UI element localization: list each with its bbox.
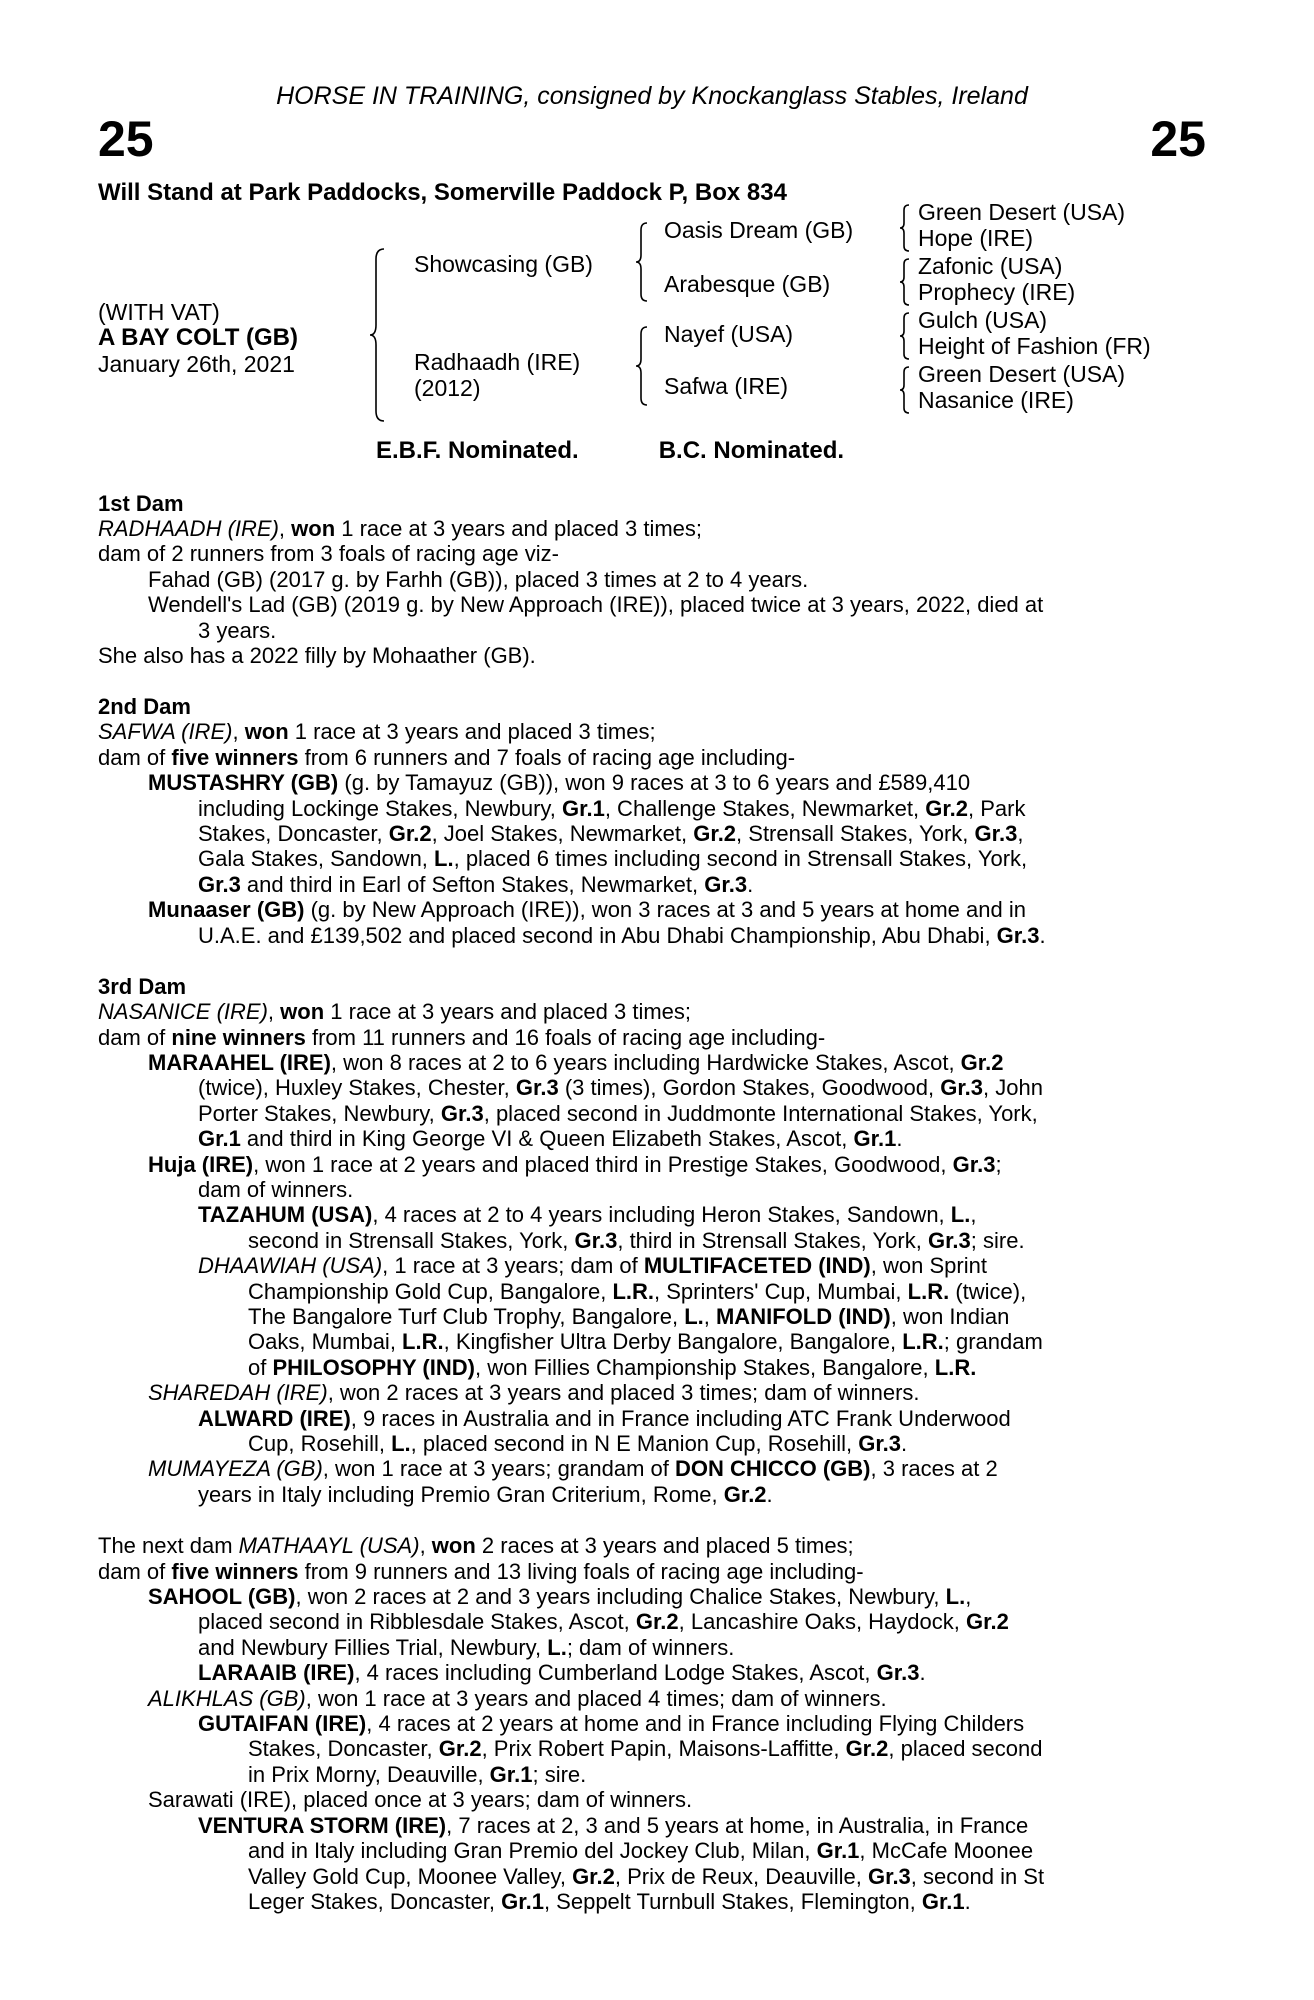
text-run: , placed second in N E Manion Cup, Rosehill, [410,1431,859,1456]
text-run: and Newbury Fillies Trial, Newbury, [198,1634,548,1660]
text-run: L.R. [934,1354,977,1380]
text-run: , McCafe Moonee [859,1838,1034,1864]
text-line [98,1126,1206,1151]
text-run: from 6 runners and 7 foals of racing age including- [298,744,796,770]
text-run: , Kingfisher Ultra Derby Bangalore, Bangalore, [443,1329,903,1355]
text-line [98,1584,1206,1609]
text-run: Porter Stakes, Newbury, [198,1100,441,1126]
text-run: 2 races at 3 years and placed 5 times; [475,1533,854,1559]
text-run: 1 race at 3 years and placed 3 times; [324,999,692,1025]
text-run: L. [684,1303,704,1329]
text-run: Gr.3 [198,871,241,897]
text-run: Gr.1 [816,1838,860,1864]
text-run: Gr.2 [438,1736,482,1762]
text-run: , placed 6 times including second in Strensall Stakes, York, [453,846,1028,872]
text-line [98,1050,1206,1075]
text-run: , 4 races at 2 years at home and in France including Flying Childers [366,1711,1025,1737]
text-run: Gr.3 [574,1227,618,1253]
text-run: and in Italy including Gran Premio del Jockey Club, Milan, [248,1838,817,1864]
text-line [98,1202,1206,1227]
text-run: Gr.3 [858,1431,902,1456]
text-run: L. [945,1584,966,1610]
text-run: U.A.E. and £139,502 and placed second in Abu Dhabi Championship, Abu Dhabi, [198,922,997,948]
text-run: , Prix de Reux, Deauville, [614,1863,868,1889]
text-run: five winners [171,1558,299,1584]
pedigree-table [98,199,1206,427]
text-run: Gr.1 [853,1126,897,1152]
third-dam-section [98,974,1206,1507]
text-run: , won 8 races at 2 to 6 years including Hardwicke Stakes, Ascot, [330,1049,961,1075]
text-run: Gr.1 [198,1126,241,1152]
text-line: RADHAADH (IRE), won 1 race at 3 years and placed 3 times; [98,516,703,541]
text-run: (g. by Tamayuz (GB)), won 9 races at 3 to 6 years and £589,410 [338,770,971,796]
text-run: won [280,999,325,1025]
text-run: won [244,719,289,745]
brace-dam [634,325,650,407]
text-line [98,1253,1206,1278]
text-run: Gr.3 [440,1100,484,1126]
gen3-dds: Green Desert (USA) [918,361,1126,387]
text-run: , won 1 race at 2 years and placed third in Prestige Stakes, Goodwood, [253,1151,953,1177]
text-run: , 7 races at 2, 3 and 5 years at home, in Australia, in France [446,1812,1029,1838]
text-line [98,1838,1206,1863]
text-line [98,1813,1206,1838]
text-run: . [896,1126,903,1152]
progeny-name: ALIKHLAS (GB) [148,1685,306,1711]
progeny-name: MUSTASHRY (GB) [148,770,339,796]
text-run: Leger Stakes, Doncaster, [248,1888,502,1914]
text-line [98,1380,1206,1405]
text-run: (twice), [949,1278,1027,1304]
text-run: years in Italy including Premio Gran Criterium, Rome, [198,1481,724,1507]
brace-g3-4 [898,365,912,415]
next-dam-section [98,1533,1206,1914]
third-dam-title: 3rd Dam [98,974,187,1000]
progeny-name: SAHOOL (GB) [148,1584,296,1610]
text-run: Gr.2 [845,1736,889,1762]
text-run: , won 1 race at 3 years; grandam of [322,1456,675,1482]
text-run: ; sire. [970,1227,1025,1253]
text-line [98,1228,1206,1253]
nominations [98,437,1206,465]
ebf-nomination: E.B.F. Nominated. [376,437,579,464]
text-line [98,1431,1206,1456]
text-run: . [964,1888,971,1914]
progeny-name: GUTAIFAN (IRE) [198,1711,367,1737]
text-run: Gr.3 [515,1075,559,1101]
text-run: ; sire. [532,1761,587,1787]
text-run: , Park [968,795,1026,821]
text-run: , won Indian [890,1303,1010,1329]
text-run: ; [995,1151,1002,1177]
text-run: , placed second [888,1736,1043,1762]
text-line [98,1406,1206,1431]
text-run: Championship Gold Cup, Bangalore, [248,1278,613,1304]
text-line [98,821,1206,846]
dam3-name: NASANICE (IRE) [98,999,268,1025]
text-run: (g. by New Approach (IRE)), won 3 races at 3 and 5 years at home and in [304,897,1026,923]
progeny-name: SHAREDAH (IRE) [148,1380,328,1406]
text-run: . [919,1660,926,1686]
text-run: nine winners [171,1024,306,1050]
text-line [98,1864,1206,1889]
text-line [98,923,1206,948]
progeny-name: LARAAIB (IRE) [198,1660,355,1686]
text-run: , won Fillies Championship Stakes, Bangalore, [474,1354,935,1380]
text-run: 3 years. [198,617,277,643]
text-run: Stakes, Doncaster, [248,1736,439,1762]
text-run: Valley Gold Cup, Moonee Valley, [248,1863,573,1889]
text-run: Gr.1 [489,1761,533,1787]
text-run: , 3 races at 2 [870,1456,998,1482]
brace-g3-1 [898,203,912,253]
bc-nomination: B.C. Nominated. [658,437,845,464]
text-run: and third in Earl of Sefton Stakes, Newmarket, [240,871,705,897]
text-run: , Prix Robert Papin, Maisons-Laffitte, [481,1736,846,1762]
text-run: Gr.3 [996,922,1040,948]
text-run: Gr.1 [921,1888,965,1914]
text-run: (twice), Huxley Stakes, Chester, [198,1075,516,1101]
text-run: dam of [98,1024,172,1050]
dam1-also: She also has a 2022 filly by Mohaather (GB). [98,643,536,669]
text-line [98,897,1206,922]
text-run: , Joel Stakes, Newmarket, [431,821,694,847]
text-run: L. [391,1431,411,1456]
text-run: Cup, Rosehill, [248,1431,392,1456]
text-line [98,1456,1206,1481]
date-of-birth: January 26th, 2021 [98,351,295,377]
text-line [98,1279,1206,1304]
text-run: L.R. [907,1278,950,1304]
text-run: , Seppelt Turnbull Stakes, Flemington, [543,1888,922,1914]
text-run: Gr.3 [940,1075,984,1101]
text-line [98,1075,1206,1100]
text-line [98,1101,1206,1126]
text-run: , [965,1584,972,1610]
text-run: , Lancashire Oaks, Haydock, [678,1609,966,1635]
text-line [98,1482,1206,1507]
first-dam-section [98,491,1206,668]
text-run: including Lockinge Stakes, Newbury, [198,795,563,821]
text-run: and third in King George VI & Queen Elizabeth Stakes, Ascot, [240,1126,854,1152]
text-line [98,1711,1206,1736]
text-run: , Sprinters' Cup, Mumbai, [654,1278,908,1304]
text-line [98,1152,1206,1177]
text-line [98,872,1206,897]
text-run: L.R. [402,1329,444,1355]
progeny-name: DHAAWIAH (USA) [198,1253,383,1279]
progeny-name: Munaaser (GB) [148,897,305,923]
progeny-name: TAZAHUM (USA) [198,1202,373,1228]
catalogue-page [98,82,1206,1914]
horse-name: A BAY COLT (GB) [98,324,299,351]
text-run: L.R. [902,1329,944,1355]
text-line [98,1889,1206,1914]
text-run: won [431,1533,476,1559]
text-run: MANIFOLD (IND) [715,1303,891,1329]
first-dam-title: 1st Dam [98,491,184,516]
text-run: . [1039,922,1046,948]
brace-gen1 [368,247,388,423]
text-line [98,1686,1206,1711]
text-run: L.R. [612,1278,655,1304]
text-run: Gr.2 [925,795,969,821]
text-run: of [248,1354,273,1380]
text-line [98,1609,1206,1634]
text-run: , won 1 race at 3 years and placed 4 times; dam of winners. [305,1685,887,1711]
text-run: . [747,871,754,897]
text-run: , won 2 races at 3 years and placed 3 times; dam of winners. [327,1380,920,1406]
text-run: dam of 2 runners from 3 foals of racing age viz- [98,541,559,567]
text-run: L. [547,1634,567,1660]
text-run: ; dam of winners. [566,1634,735,1660]
brace-g3-2 [898,257,912,307]
text-run: Stakes, Doncaster, [198,821,389,847]
progeny-name: MUMAYEZA (GB) [148,1456,323,1482]
lot-number-right: 25 [1150,111,1206,167]
text-run: , Strensall Stakes, York, [736,821,975,847]
dam2-name: SAFWA (IRE) [98,719,233,745]
text-run: (3 times), Gordon Stakes, Goodwood, [558,1075,941,1101]
text-run: , second in St [910,1863,1045,1889]
dam: Radhaadh (IRE) [414,349,581,375]
text-run: , 4 races at 2 to 4 years including Heron Stakes, Sandown, [372,1202,951,1228]
text-line [98,846,1206,871]
brace-sire [634,221,650,303]
text-line [98,1559,1206,1584]
next-dam-name: MATHAAYL (USA) [238,1533,420,1559]
text-run: Gr.2 [388,821,432,847]
gen3-dss: Gulch (USA) [918,307,1048,333]
text-run: Gr.2 [723,1481,767,1507]
text-run: from 11 runners and 16 foals of racing age including- [305,1024,826,1050]
text-line [98,796,1206,821]
text-run: Gr.1 [562,795,605,821]
text-run: placed second in Ribblesdale Stakes, Ascot, [198,1609,636,1635]
text-run: , [419,1533,432,1559]
text-line [98,1736,1206,1761]
brace-g3-3 [898,311,912,361]
text-run: MULTIFACETED (IND) [643,1253,871,1279]
text-run: from 9 runners and 13 living foals of racing age including- [298,1558,864,1584]
text-run: L. [950,1202,971,1228]
dam-dam: Safwa (IRE) [664,373,788,399]
text-run: DON CHICCO (GB) [674,1456,871,1482]
lot-number-row [98,113,1206,165]
text-run: second in Strensall Stakes, York, [248,1227,575,1253]
text-run: Gr.2 [635,1609,679,1635]
progeny-name: Huja (IRE) [148,1151,254,1177]
text-line: NASANICE (IRE), won 1 race at 3 years and placed 3 times; [98,999,692,1025]
text-run: , [970,1202,977,1228]
gen3-sss: Green Desert (USA) [918,199,1126,225]
gen3-sdd: Prophecy (IRE) [918,279,1076,305]
text-run: , 4 races including Cumberland Lodge Stakes, Ascot, [354,1660,877,1686]
text-run: dam of [98,1558,172,1584]
text-run: Gr.3 [952,1151,996,1177]
text-run: , [1017,821,1024,847]
text-run: , 1 race at 3 years; dam of [382,1253,644,1279]
dam1-foal: Wendell's Lad (GB) (2019 g. by New Approach (IRE)), placed twice at 3 years, 2022, died at [148,592,1044,618]
text-line [98,1329,1206,1354]
text-run: Gr.2 [966,1609,1009,1635]
text-line [98,1355,1206,1380]
text-run: Gr.3 [704,871,748,897]
text-run: Oaks, Mumbai, [248,1329,403,1355]
text-run: 1 race at 3 years and placed 3 times; [335,516,703,541]
text-run: dam of winners. [198,1176,354,1202]
text-line: SAFWA (IRE), won 1 race at 3 years and placed 3 times; [98,719,656,745]
text-run: Gala Stakes, Sandown, [198,846,435,872]
second-dam-section [98,694,1206,948]
text-run: , [703,1303,716,1329]
text-run: Gr.3 [927,1227,971,1253]
consignment-header: HORSE IN TRAINING, consigned by Knockanglass Stables, Ireland [276,82,1028,110]
text-run: The Bangalore Turf Club Trophy, Bangalore, [248,1303,685,1329]
dam-sire: Nayef (USA) [664,321,794,347]
text-run: Gr.2 [960,1049,1004,1075]
second-dam-title: 2nd Dam [98,694,191,720]
text-line [98,770,1206,795]
text-run: , John [983,1075,1043,1101]
gen3-ssd: Hope (IRE) [918,225,1034,251]
text-run: Gr.3 [876,1660,920,1686]
progeny-name: VENTURA STORM (IRE) [198,1812,447,1838]
progeny-name: MARAAHEL (IRE) [148,1049,331,1075]
progeny-name: ALWARD (IRE) [198,1405,351,1431]
gen3-sds: Zafonic (USA) [918,253,1063,279]
text-run: Gr.3 [867,1863,911,1889]
text-run: in Prix Morny, Deauville, [248,1761,490,1787]
text-run: . [901,1431,908,1456]
text-run: , placed second in Juddmonte International Stakes, York, [483,1100,1038,1126]
text-line [98,1025,1206,1050]
dam1-name: RADHAADH (IRE) [98,516,279,541]
text-run: , 9 races in Australia and in France including ATC Frank Underwood [350,1405,1011,1431]
text-run: , Challenge Stakes, Newmarket, [604,795,926,821]
text-line [98,1635,1206,1660]
sire: Showcasing (GB) [414,251,593,277]
sire-dam: Arabesque (GB) [664,271,831,297]
text-line [98,1304,1206,1329]
gen3-ddd: Nasanice (IRE) [918,387,1074,413]
text-run: 1 race at 3 years and placed 3 times; [288,719,656,745]
text-run: ; grandam [943,1329,1043,1355]
text-run: PHILOSOPHY (IND) [272,1354,475,1380]
text-run: , won Sprint [870,1253,987,1279]
text-run: The next dam [98,1533,239,1559]
text-line [98,1762,1206,1787]
text-run: Gr.2 [693,821,737,847]
dam1-foal: Fahad (GB) (2017 g. by Farhh (GB)), placed 3 times at 2 to 4 years. [148,566,809,592]
text-run: , third in Strensall Stakes, York, [617,1227,928,1253]
lot-number-left: 25 [98,111,154,167]
text-run: won [291,516,336,541]
text-run: dam of [98,744,172,770]
gen3-dsd: Height of Fashion (FR) [918,333,1151,359]
text-run: Gr.3 [974,821,1018,847]
dam-year: (2012) [414,375,481,401]
text-line [98,1660,1206,1685]
text-run: Gr.2 [572,1863,615,1889]
text-run: L. [434,846,454,872]
text-run: five winners [171,744,299,770]
progeny-name: Sarawati (IRE), placed once at 3 years; dam of winners. [148,1787,693,1813]
text-run: , won 2 races at 2 and 3 years including Chalice Stakes, Newbury, [295,1584,946,1610]
text-line [98,1533,1206,1558]
text-run: Gr.1 [501,1888,544,1914]
stand-location: Will Stand at Park Paddocks, Somerville Paddock P, Box 834 [98,179,787,206]
sire-sire: Oasis Dream (GB) [664,217,854,243]
text-run: . [766,1481,773,1507]
vat-note: (WITH VAT) [98,299,220,325]
text-line [98,745,1206,770]
